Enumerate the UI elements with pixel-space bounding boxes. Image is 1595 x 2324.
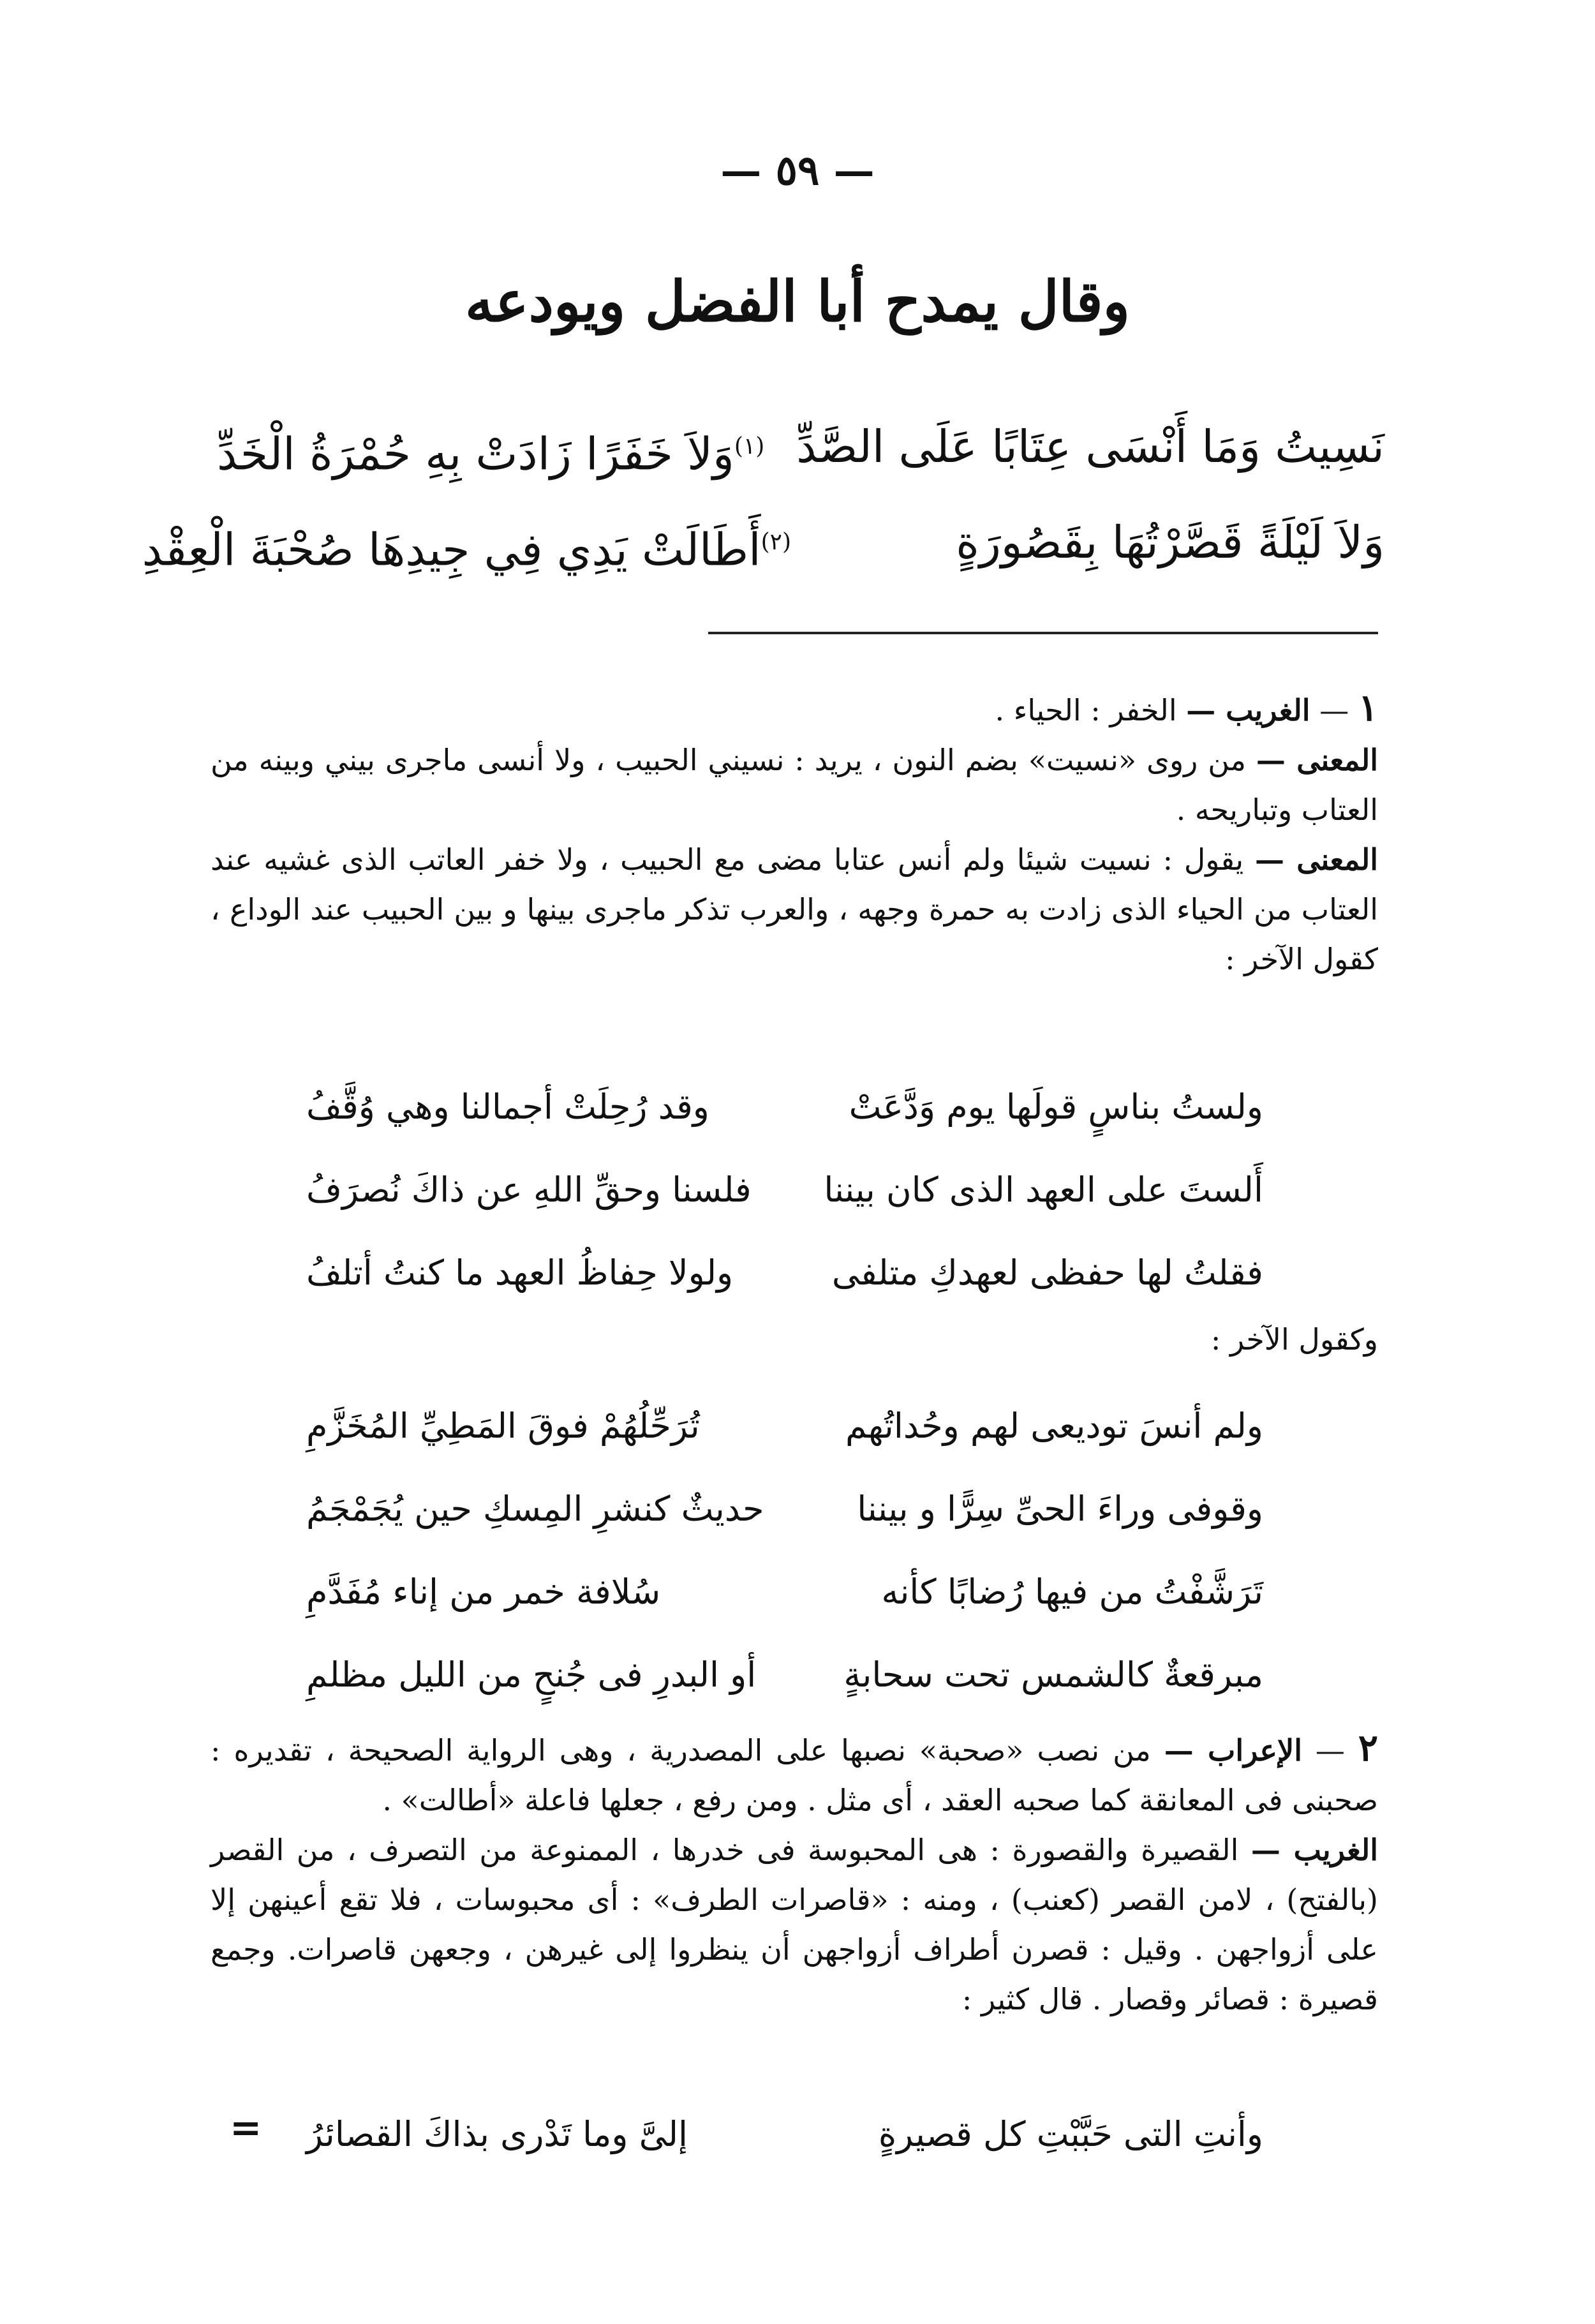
- verse-hemistich-first: مبرقعةٌ كالشمس تحت سحابةٍ: [843, 1655, 1263, 1695]
- footnote-ref: (١): [734, 433, 765, 459]
- note-number: ١: [1358, 686, 1378, 729]
- verse-hemistich-second: حديثٌ كنشرِ المِسكِ حين يُجَمْجَمُ: [306, 1489, 764, 1529]
- quoted-verse: [306, 1155, 1263, 1225]
- note-number: ٢: [1358, 1726, 1378, 1769]
- quoted-verse: [306, 1238, 1263, 1308]
- verse-hemistich-first: ولم أنسَ توديعى لهم وحُداتُهم: [845, 1406, 1263, 1446]
- note-1: [211, 683, 1378, 984]
- note-text: الخفر : الحياء .: [995, 693, 1177, 727]
- quoted-verse: [306, 1557, 1263, 1627]
- note-text: من نصب «صحبة» نصبها على المصدرية ، وهى الرواية الصحيحة ، تقديره : صحبنى فى المعانقة كما صحبه العقد ، أى مثل . ومن رفع ، جعلها فاعلة «أطالت» .: [211, 1733, 1378, 1817]
- note-2: [211, 1723, 1378, 2024]
- verse-hemistich-first: وَلاَ لَيْلَةً قَصَّرْتُهَا بِقَصُورَةٍ: [956, 516, 1384, 569]
- note-label: المعنى —: [1256, 743, 1378, 777]
- quoted-verse: [306, 1391, 1263, 1461]
- verse-hemistich-second: سُلافة خمر من إناء مُفَدَّمِ: [306, 1572, 661, 1612]
- verse-hemistich-first: نَسِيتُ وَمَا أَنْسَى عِتَابًا عَلَى الصَّدِّ: [796, 421, 1384, 473]
- verse-hemistich-second: ولولا حِفاظُ العهد ما كنتُ أتلفُ: [306, 1253, 734, 1293]
- note-1-maana-2: [211, 835, 1378, 984]
- quoted-verse: [306, 1640, 1263, 1710]
- continuation-mark: =: [230, 2106, 262, 2150]
- verse-hemistich-second: تُرَحِّلُهُمْ فوقَ المَطِيِّ المُخَزَّمِ: [306, 1406, 700, 1446]
- note-1-gharib: ١ — الغريب — الخفر : الحياء .: [995, 686, 1378, 729]
- footnote-divider: [708, 632, 1378, 634]
- verse-text: أَطَالَتْ يَدِي فِي جِيدِهَا صُحْبَةَ الْعِقْدِ: [142, 523, 761, 576]
- quoted-verse: [306, 1072, 1263, 1142]
- main-verse-2: [142, 504, 1384, 581]
- verse-text: وَلاَ خَفَرًا زَادَتْ بِهِ حُمْرَةُ الْخَدِّ: [217, 428, 734, 480]
- note-label: الغريب —: [1250, 1833, 1378, 1867]
- verse-hemistich-first: فقلتُ لها حفظى لعهدكِ متلفى: [831, 1253, 1263, 1293]
- poem-title: وقال يمدح أبا الفضل ويودعه: [464, 268, 1131, 334]
- verse-hemistich-second: إلىَّ وما تَدْرى بذاكَ القصائرُ: [306, 2114, 688, 2154]
- verse-hemistich-first: وقوفى وراءَ الحىِّ سِرًّا و بيننا: [857, 1489, 1263, 1529]
- quoted-verse: [306, 1474, 1263, 1544]
- page-number: — ٥٩ —: [720, 147, 875, 195]
- verse-hemistich-second: أو البدرِ فى جُنحٍ من الليل مظلمِ: [306, 1655, 757, 1695]
- verse-hemistich-first: ولستُ بناسٍ قولَها يوم وَدَّعَتْ: [849, 1087, 1263, 1127]
- note-text: يقول : نسيت شيئا ولم أنس عتابا مضى مع الحبيب ، ولا خفر العاتب الذى غشيه عند العتاب من الحياء الذى زادت به حمرة وجهه ، والعرب تذكر ماجرى بينها و بين الحبيب عند الوداع ، كقول الآخر :: [211, 842, 1378, 976]
- verse-hemistich-first: تَرَشَّفْتُ من فيها رُضابًا كأنه: [881, 1572, 1263, 1612]
- quoted-verse: [306, 2099, 1263, 2170]
- verse-hemistich-first: أَلستَ على العهد الذى كان بيننا: [824, 1170, 1263, 1210]
- verse-hemistich-second: [217, 408, 791, 492]
- note-label: الإعراب —: [1164, 1733, 1302, 1768]
- footnote-ref: (٢): [760, 529, 791, 555]
- note-text: من روى «نسيت» بضم النون ، يريد : نسيني الحبيب ، ولا أنسى ماجرى بيني وبينه من العتاب وتباريحه .: [211, 743, 1378, 827]
- main-verse-1: [217, 408, 1384, 485]
- verse-hemistich-second: فلسنا وحقِّ اللهِ عن ذاكَ نُصرَفُ: [306, 1170, 752, 1210]
- verse-hemistich-first: وأنتِ التى حَبَّبْتِ كل قصيرةٍ: [878, 2114, 1263, 2154]
- note-2-iraab: ٢ — الإعراب — من نصب «صحبة» نصبها على المصدرية ، وهى الرواية الصحيحة ، تقديره : صحبنى فى المعانقة كما صحبه العقد ، أى مثل . ومن رفع ، جعلها فاعلة «أطالت» .: [211, 1726, 1378, 1817]
- note-2-gharib: [211, 1825, 1378, 2024]
- note-1-maana-1: [211, 735, 1378, 835]
- verse-hemistich-second: [142, 504, 791, 588]
- note-label: الغريب —: [1186, 693, 1310, 727]
- note-label: المعنى —: [1254, 842, 1378, 877]
- verse-hemistich-second: وقد رُحِلَتْ أجمالنا وهي وُقَّفُ: [306, 1087, 709, 1127]
- kaqawl-line: [211, 1315, 1378, 1364]
- note-text: وكقول الآخر :: [1210, 1322, 1378, 1357]
- note-text: القصيرة والقصورة : هى المحبوسة فى خدرها ، الممنوعة من التصرف ، من القصر (بالفتح) ، لامن القصر (كعنب) ، ومنه : «قاصرات الطرف» : أى محبوسات ، فلا تقع أعينهن إلا على أزواجهن . وقيل : قصرن أطراف أزواجهن أن ينظروا إلى غيرهن ، وجعهن قاصرات. وجمع قصيرة : قصائر وقصار . قال كثير :: [211, 1833, 1378, 2016]
